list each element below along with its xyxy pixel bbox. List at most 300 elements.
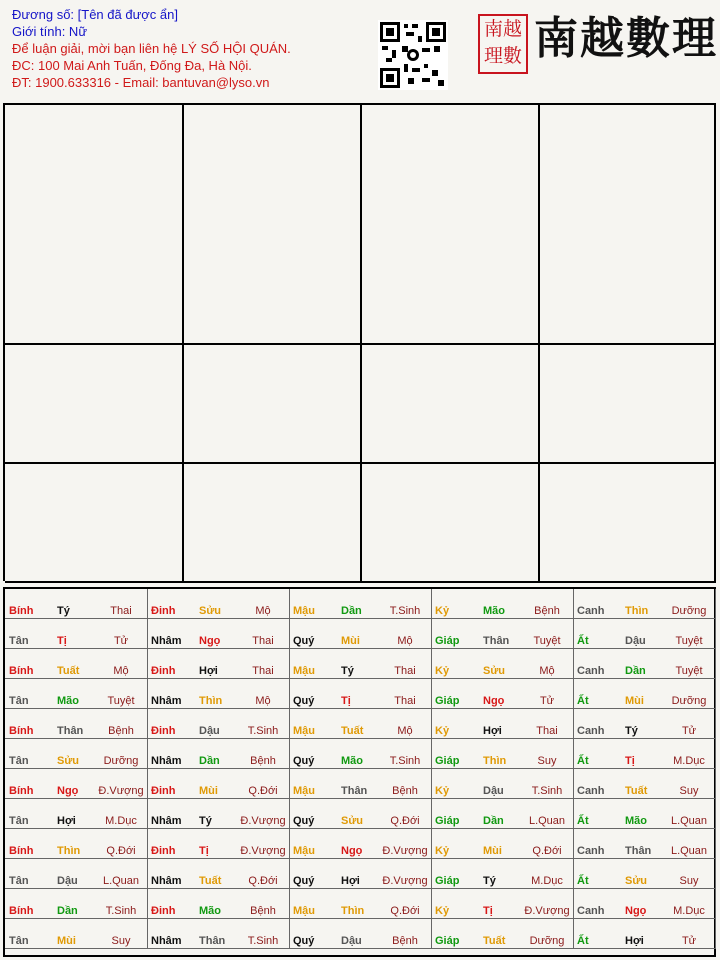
year-cell bbox=[147, 619, 290, 649]
year-cell bbox=[431, 919, 574, 949]
year-can: Giáp bbox=[435, 815, 460, 827]
address-line: ĐC: 100 Mai Anh Tuấn, Đống Đa, Hà Nội. bbox=[12, 58, 252, 73]
year-stage: Mộ bbox=[539, 665, 555, 677]
year-row bbox=[435, 725, 571, 737]
year-can: Canh bbox=[577, 905, 605, 917]
year-chi: Mùi bbox=[483, 845, 502, 857]
year-chi: Thìn bbox=[625, 605, 649, 617]
year-cell bbox=[431, 829, 574, 859]
year-row bbox=[151, 845, 287, 857]
year-stage: Q.Đới bbox=[390, 815, 420, 827]
year-chi: Ngọ bbox=[199, 635, 221, 647]
year-row bbox=[293, 665, 429, 677]
year-chi: Tý bbox=[483, 875, 496, 887]
year-stage: T.Sinh bbox=[105, 905, 137, 917]
year-cell bbox=[147, 859, 290, 889]
year-cell bbox=[431, 739, 574, 769]
year-cell bbox=[573, 589, 716, 619]
dai-van-cell bbox=[183, 345, 362, 464]
year-row bbox=[151, 695, 287, 707]
year-stage: L.Quan bbox=[670, 815, 708, 827]
year-row bbox=[435, 905, 571, 917]
year-can: Bính bbox=[9, 725, 34, 737]
year-cell bbox=[147, 739, 290, 769]
year-row bbox=[435, 605, 571, 617]
year-can: Kỷ bbox=[435, 605, 450, 617]
year-row bbox=[9, 755, 145, 767]
year-can: Kỷ bbox=[435, 725, 450, 737]
year-stage: M.Dục bbox=[673, 905, 705, 917]
year-stage: L.Quan bbox=[102, 875, 140, 887]
year-row bbox=[293, 905, 429, 917]
year-stage: Thai bbox=[110, 605, 132, 617]
year-can: Nhâm bbox=[151, 635, 182, 647]
year-cell bbox=[5, 889, 148, 919]
year-chi: Hợi bbox=[625, 935, 644, 947]
year-cell bbox=[289, 589, 432, 619]
year-stage: Q.Đới bbox=[248, 785, 278, 797]
year-can: Tân bbox=[9, 635, 29, 647]
year-row bbox=[151, 755, 287, 767]
pillar-cell bbox=[183, 105, 362, 345]
year-can: Nhâm bbox=[151, 755, 182, 767]
year-row bbox=[577, 635, 713, 647]
year-cell bbox=[431, 859, 574, 889]
year-can: Mậu bbox=[293, 605, 315, 617]
year-stage: M.Dục bbox=[673, 755, 705, 767]
year-chi: Tị bbox=[199, 845, 209, 857]
year-stage: L.Quan bbox=[528, 815, 566, 827]
year-chi: Ngọ bbox=[341, 845, 363, 857]
year-chi: Mùi bbox=[199, 785, 218, 797]
year-row bbox=[9, 845, 145, 857]
year-row bbox=[9, 785, 145, 797]
year-row bbox=[577, 605, 713, 617]
year-row bbox=[9, 725, 145, 737]
year-can: Bính bbox=[9, 665, 34, 677]
dai-van-cell bbox=[183, 464, 362, 583]
year-cell bbox=[147, 799, 290, 829]
year-stage: T.Sinh bbox=[247, 935, 279, 947]
year-chi: Thìn bbox=[57, 845, 81, 857]
seal-text: 南越理數 bbox=[483, 18, 522, 67]
year-row bbox=[151, 935, 287, 947]
year-can: Canh bbox=[577, 605, 605, 617]
year-stage: Đ.Vượng bbox=[98, 785, 144, 797]
year-chi: Tị bbox=[483, 905, 493, 917]
year-cell bbox=[431, 799, 574, 829]
year-stage: Tử bbox=[539, 695, 555, 707]
year-can: Tân bbox=[9, 935, 29, 947]
year-can: Tân bbox=[9, 695, 29, 707]
dai-van-cell bbox=[539, 464, 716, 583]
year-row bbox=[9, 935, 145, 947]
year-chi: Dậu bbox=[625, 635, 646, 647]
year-stage: T.Sinh bbox=[531, 785, 563, 797]
year-cell bbox=[289, 769, 432, 799]
year-cell bbox=[5, 919, 148, 949]
year-stage: Q.Đới bbox=[106, 845, 136, 857]
year-can: Mậu bbox=[293, 665, 315, 677]
year-chi: Dần bbox=[199, 755, 220, 767]
year-row bbox=[293, 815, 429, 827]
year-stage: Suy bbox=[537, 755, 557, 767]
year-can: Kỷ bbox=[435, 905, 450, 917]
year-chi: Thìn bbox=[199, 695, 223, 707]
year-can: Giáp bbox=[435, 935, 460, 947]
year-cell bbox=[5, 859, 148, 889]
year-chi: Thân bbox=[483, 635, 510, 647]
year-can: Canh bbox=[577, 845, 605, 857]
year-row bbox=[9, 875, 145, 887]
year-cell bbox=[289, 799, 432, 829]
year-cell bbox=[289, 919, 432, 949]
year-can: Canh bbox=[577, 785, 605, 797]
year-cell bbox=[5, 619, 148, 649]
year-row bbox=[151, 815, 287, 827]
year-chi: Tị bbox=[341, 695, 351, 707]
year-cell bbox=[289, 859, 432, 889]
year-stage: Bệnh bbox=[108, 725, 134, 737]
year-row bbox=[577, 905, 713, 917]
year-stage: Dưỡng bbox=[103, 755, 139, 767]
year-stage: Dưỡng bbox=[529, 935, 565, 947]
year-can: Ất bbox=[577, 695, 589, 707]
year-stage: T.Sinh bbox=[247, 725, 279, 737]
year-stage: T.Sinh bbox=[389, 605, 421, 617]
year-stage: Bệnh bbox=[392, 785, 418, 797]
year-can: Quý bbox=[293, 755, 315, 767]
year-chi: Dậu bbox=[341, 935, 362, 947]
year-chi: Tuất bbox=[341, 725, 364, 737]
year-cell bbox=[431, 679, 574, 709]
year-stage: Mộ bbox=[255, 695, 271, 707]
year-stage: Suy bbox=[679, 785, 699, 797]
year-cell bbox=[147, 589, 290, 619]
year-chi: Dậu bbox=[199, 725, 220, 737]
year-can: Giáp bbox=[435, 875, 460, 887]
year-chi: Thìn bbox=[341, 905, 365, 917]
year-can: Tân bbox=[9, 875, 29, 887]
year-cell bbox=[289, 649, 432, 679]
year-stage: Thai bbox=[252, 635, 274, 647]
year-stage: Đ.Vượng bbox=[382, 845, 428, 857]
year-cell bbox=[573, 709, 716, 739]
year-can: Kỷ bbox=[435, 665, 450, 677]
year-cell bbox=[431, 649, 574, 679]
year-row bbox=[293, 755, 429, 767]
year-row bbox=[293, 635, 429, 647]
year-row bbox=[293, 785, 429, 797]
year-chi: Tị bbox=[625, 755, 635, 767]
year-chi: Tuất bbox=[483, 935, 506, 947]
year-stage: Mộ bbox=[255, 605, 271, 617]
contact-line: Để luận giải, mời bạn liên hệ LÝ SỐ HỘI QUÁN. bbox=[12, 41, 291, 56]
year-can: Kỷ bbox=[435, 845, 450, 857]
year-stage: Q.Đới bbox=[532, 845, 562, 857]
year-row bbox=[151, 605, 287, 617]
year-can: Nhâm bbox=[151, 935, 182, 947]
year-chi: Tý bbox=[57, 605, 70, 617]
year-can: Bính bbox=[9, 845, 34, 857]
year-can: Quý bbox=[293, 935, 315, 947]
year-chi: Tý bbox=[199, 815, 212, 827]
year-chi: Thân bbox=[199, 935, 226, 947]
year-can: Quý bbox=[293, 815, 315, 827]
year-can: Mậu bbox=[293, 845, 315, 857]
year-row bbox=[9, 695, 145, 707]
year-chi: Sửu bbox=[341, 815, 364, 827]
year-row bbox=[293, 935, 429, 947]
year-stage: Bệnh bbox=[534, 605, 560, 617]
year-cell bbox=[5, 649, 148, 679]
year-can: Nhâm bbox=[151, 815, 182, 827]
year-can: Đinh bbox=[151, 785, 176, 797]
year-stage: Đ.Vượng bbox=[524, 905, 570, 917]
year-chi: Dần bbox=[57, 905, 78, 917]
year-cell bbox=[5, 709, 148, 739]
year-stage: Tuyệt bbox=[107, 695, 135, 707]
year-row bbox=[577, 725, 713, 737]
year-cell bbox=[147, 829, 290, 859]
year-chi: Hợi bbox=[483, 725, 502, 737]
year-cell bbox=[147, 889, 290, 919]
year-can: Ất bbox=[577, 755, 589, 767]
year-row bbox=[577, 875, 713, 887]
year-cell bbox=[573, 769, 716, 799]
year-can: Bính bbox=[9, 905, 34, 917]
year-cell bbox=[431, 769, 574, 799]
year-can: Tân bbox=[9, 815, 29, 827]
year-row bbox=[577, 845, 713, 857]
year-stage: Đ.Vượng bbox=[240, 845, 286, 857]
year-can: Ất bbox=[577, 935, 589, 947]
year-chi: Mùi bbox=[57, 935, 76, 947]
year-cell bbox=[573, 919, 716, 949]
year-chi: Tuất bbox=[199, 875, 222, 887]
year-cell bbox=[573, 889, 716, 919]
year-cell bbox=[573, 799, 716, 829]
year-can: Bính bbox=[9, 605, 34, 617]
year-can: Ất bbox=[577, 635, 589, 647]
year-stage: Mộ bbox=[113, 665, 129, 677]
year-can: Ất bbox=[577, 875, 589, 887]
year-cell bbox=[431, 589, 574, 619]
year-stage: Tuyệt bbox=[675, 665, 703, 677]
year-chi: Dậu bbox=[57, 875, 78, 887]
year-stage: Tử bbox=[113, 635, 129, 647]
year-chi: Sửu bbox=[199, 605, 222, 617]
year-can: Tân bbox=[9, 755, 29, 767]
year-chi: Sửu bbox=[483, 665, 506, 677]
year-can: Giáp bbox=[435, 635, 460, 647]
year-row bbox=[9, 605, 145, 617]
year-chi: Sửu bbox=[57, 755, 80, 767]
year-cell bbox=[5, 799, 148, 829]
year-chi: Dần bbox=[483, 815, 504, 827]
year-chi: Thân bbox=[341, 785, 368, 797]
year-stage: Đ.Vượng bbox=[382, 875, 428, 887]
year-row bbox=[151, 635, 287, 647]
year-stage: Q.Đới bbox=[390, 905, 420, 917]
dai-van-cell bbox=[539, 345, 716, 464]
year-can: Kỷ bbox=[435, 785, 450, 797]
year-chi: Mão bbox=[625, 815, 647, 827]
year-chi: Hợi bbox=[199, 665, 218, 677]
year-chi: Tuất bbox=[625, 785, 648, 797]
year-cell bbox=[5, 739, 148, 769]
year-cell bbox=[573, 829, 716, 859]
year-stage: Bệnh bbox=[250, 755, 276, 767]
year-cell bbox=[289, 679, 432, 709]
year-can: Bính bbox=[9, 785, 34, 797]
year-stage: T.Sinh bbox=[389, 755, 421, 767]
year-row bbox=[293, 845, 429, 857]
year-cell bbox=[573, 619, 716, 649]
year-chi: Mùi bbox=[625, 695, 644, 707]
owner-name: Đương số: [Tên đã được ẩn] bbox=[12, 7, 178, 22]
year-cell bbox=[573, 679, 716, 709]
year-stage: L.Quan bbox=[670, 845, 708, 857]
year-can: Nhâm bbox=[151, 695, 182, 707]
year-can: Ất bbox=[577, 815, 589, 827]
year-chi: Ngọ bbox=[625, 905, 647, 917]
year-can: Giáp bbox=[435, 695, 460, 707]
year-row bbox=[9, 815, 145, 827]
year-row bbox=[435, 785, 571, 797]
year-row bbox=[293, 875, 429, 887]
year-chi: Mão bbox=[341, 755, 363, 767]
year-chi: Ngọ bbox=[57, 785, 79, 797]
year-stage: Q.Đới bbox=[248, 875, 278, 887]
year-chi: Dậu bbox=[483, 785, 504, 797]
year-can: Đinh bbox=[151, 665, 176, 677]
pillar-cell bbox=[361, 105, 540, 345]
year-can: Quý bbox=[293, 875, 315, 887]
year-can: Đinh bbox=[151, 905, 176, 917]
year-can: Đinh bbox=[151, 725, 176, 737]
year-row bbox=[435, 665, 571, 677]
year-row bbox=[293, 695, 429, 707]
year-chi: Mão bbox=[483, 605, 505, 617]
year-row bbox=[435, 635, 571, 647]
year-chi: Mão bbox=[199, 905, 221, 917]
year-chi: Tý bbox=[341, 665, 354, 677]
year-stage: Suy bbox=[679, 875, 699, 887]
year-cell bbox=[289, 709, 432, 739]
year-can: Mậu bbox=[293, 725, 315, 737]
year-cell bbox=[573, 739, 716, 769]
year-stage: Thai bbox=[394, 665, 416, 677]
seal-stamp bbox=[478, 14, 528, 74]
year-chi: Dần bbox=[341, 605, 362, 617]
year-can: Đinh bbox=[151, 845, 176, 857]
year-chi: Thìn bbox=[483, 755, 507, 767]
year-stage: Dưỡng bbox=[671, 605, 707, 617]
year-cell bbox=[573, 649, 716, 679]
year-row bbox=[577, 815, 713, 827]
year-stage: Tuyệt bbox=[675, 635, 703, 647]
year-chi: Thân bbox=[57, 725, 84, 737]
year-cell bbox=[573, 859, 716, 889]
year-cell bbox=[147, 769, 290, 799]
year-cell bbox=[431, 619, 574, 649]
year-row bbox=[9, 905, 145, 917]
year-cell bbox=[431, 709, 574, 739]
year-stage: Đ.Vượng bbox=[240, 815, 286, 827]
year-can: Giáp bbox=[435, 755, 460, 767]
year-row bbox=[151, 665, 287, 677]
year-stage: M.Dục bbox=[105, 815, 137, 827]
year-cell bbox=[289, 889, 432, 919]
pillar-cell bbox=[539, 105, 716, 345]
pillar-cell bbox=[5, 105, 184, 345]
year-chi: Hợi bbox=[341, 875, 360, 887]
year-row bbox=[577, 695, 713, 707]
year-stage: Suy bbox=[111, 935, 131, 947]
year-stage: M.Dục bbox=[531, 875, 563, 887]
year-stage: Mộ bbox=[397, 635, 413, 647]
year-stage: Tử bbox=[681, 935, 697, 947]
year-row bbox=[435, 845, 571, 857]
year-row bbox=[577, 785, 713, 797]
year-chi: Tý bbox=[625, 725, 638, 737]
year-cell bbox=[289, 739, 432, 769]
header-info bbox=[12, 6, 291, 91]
year-row bbox=[435, 755, 571, 767]
year-stage: Dưỡng bbox=[671, 695, 707, 707]
year-row bbox=[435, 695, 571, 707]
year-row bbox=[151, 785, 287, 797]
year-stage: Bệnh bbox=[392, 935, 418, 947]
year-row bbox=[9, 635, 145, 647]
year-chi: Hợi bbox=[57, 815, 76, 827]
year-cell bbox=[5, 829, 148, 859]
year-chi: Dần bbox=[625, 665, 646, 677]
year-can: Đinh bbox=[151, 605, 176, 617]
dai-van-cell bbox=[361, 464, 540, 583]
year-cell bbox=[431, 889, 574, 919]
year-cell bbox=[147, 679, 290, 709]
year-stage: Mộ bbox=[397, 725, 413, 737]
gender: Giới tính: Nữ bbox=[12, 24, 88, 39]
year-row bbox=[9, 665, 145, 677]
year-row bbox=[151, 725, 287, 737]
year-can: Nhâm bbox=[151, 875, 182, 887]
year-can: Mậu bbox=[293, 905, 315, 917]
year-chi: Ngọ bbox=[483, 695, 505, 707]
year-stage: Tử bbox=[681, 725, 697, 737]
year-cell bbox=[147, 649, 290, 679]
year-cell bbox=[147, 709, 290, 739]
year-chi: Tị bbox=[57, 635, 67, 647]
year-stage: Bệnh bbox=[250, 905, 276, 917]
year-stage: Thai bbox=[252, 665, 274, 677]
qr-code-icon bbox=[378, 20, 448, 90]
year-stage: Thai bbox=[536, 725, 558, 737]
year-row bbox=[435, 875, 571, 887]
year-cell bbox=[147, 919, 290, 949]
dai-van-cell bbox=[5, 345, 184, 464]
year-row bbox=[435, 935, 571, 947]
year-cell bbox=[5, 589, 148, 619]
year-chi: Mùi bbox=[341, 635, 360, 647]
year-can: Canh bbox=[577, 665, 605, 677]
annual-table bbox=[3, 587, 716, 957]
year-cell bbox=[289, 829, 432, 859]
phone-email-line: ĐT: 1900.633316 - Email: bantuvan@lyso.vn bbox=[12, 75, 270, 90]
year-row bbox=[577, 665, 713, 677]
